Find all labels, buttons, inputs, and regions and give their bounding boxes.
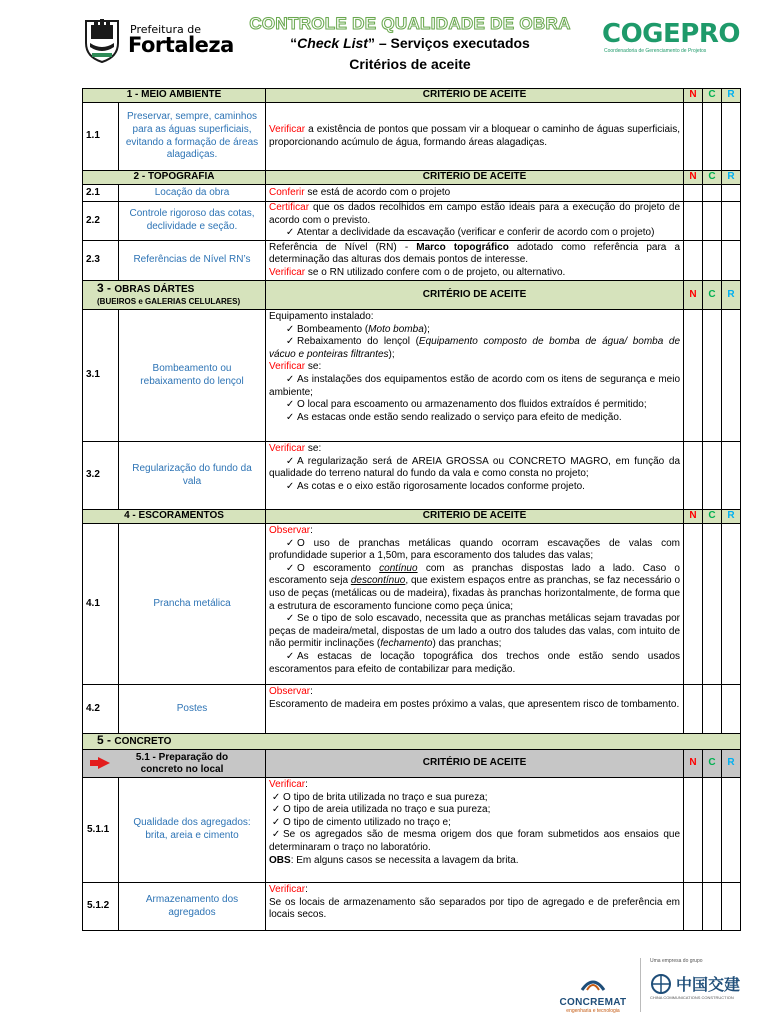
check-cell-n[interactable] (684, 202, 703, 241)
check-cell-r[interactable] (722, 310, 741, 442)
table-row (83, 524, 741, 685)
cogepro-text: COGEPRO (602, 19, 740, 49)
item-criteria: Observar: ✓ O uso de pranchas metálicas quando ocorram escavações de valas com profundidade superior a 1,50m, para escoramento dos taludes das valas; ✓ O escoramento contínuo com as pranchas dispostas lado a lado. Caso o escoramento seja descontínuo, que existem espaços entre as pranchas, se faz necessário o uso de peças (metálicas ou de madeira), fixadas às pranchas horizontalmente, de forma que a estrutura de escoramento funcione como peça única; ✓ Se o tipo de solo escavado, necessita que as pranchas metálicas sejam travadas por peças de madeira/metal, dispostas de um lado a outro dos taludes das valas, com intuito de não permitir inclinações (fechamento) das pranchas; ✓ As estacas de locação topográfica dos trechos onde estão sendo usados escoramentos para efeito de contabilizar para medição. (266, 524, 684, 685)
check-cell-r[interactable] (722, 202, 741, 241)
table-row (83, 241, 741, 281)
check-cell-n[interactable] (684, 524, 703, 685)
arrow-right-icon (98, 757, 110, 769)
item-criteria (266, 185, 684, 202)
cogepro-subtext: Coordenadoria de Gerenciamento de Projetos (604, 48, 707, 54)
item-description: Locação da obra (119, 185, 266, 202)
check-cell-c[interactable] (703, 202, 722, 241)
concremat-subtext: engenharia e tecnologia (566, 1008, 620, 1014)
item-criteria: Verificar: Se os locais de armazenamento são separados por tipo de agregado e de preferência em locais secos. (266, 883, 684, 931)
criteria-text: se está de acordo com o projeto (304, 186, 451, 198)
criteria-bold: Marco topográfico (416, 241, 509, 253)
check-cell-r[interactable] (722, 524, 741, 685)
item-description: Preservar, sempre, caminhos para as águas superficiais, evitando a formação de áreas alagadiças. (119, 103, 266, 171)
check-cell-r[interactable] (722, 442, 741, 510)
criteria-verb: Observar (269, 525, 311, 536)
item-number: 3.1 (83, 310, 119, 442)
item-number: 2.3 (83, 241, 119, 281)
document-subtitle: “Check List” – Serviços executados (290, 35, 530, 51)
criteria-verb: Verificar (269, 361, 306, 373)
section-header-escoramentos (83, 510, 741, 524)
checkmark-icon: ✓ (285, 562, 295, 574)
item-criteria: Observar: Escoramento de madeira em postes próximo a valas, que apresentem risco de tombamento. (266, 685, 684, 734)
col-n: N (684, 510, 703, 524)
item-number: 2.1 (83, 185, 119, 202)
footer-divider (640, 958, 641, 1012)
col-c: C (703, 89, 722, 103)
section-header-obras-darte (83, 281, 741, 310)
item-criteria: Equipamento instalado: ✓ Bombeamento (Moto bomba); ✓ Rebaixamento do lençol (Equipamento composto de bomba de água/ bomba de vácuo e ponteiras filtrantes); Verificar se: ✓ As instalações dos equipamentos estão de acordo com os itens de segurança e meio ambiente; ✓ O local para escoamento ou armazenamento dos fluidos extraídos é permitido; ✓ As estacas onde estão sendo realizado o serviço para efeito de medição. (266, 310, 684, 442)
table-row (83, 442, 741, 510)
checkmark-icon: ✓ (285, 613, 295, 625)
checklist-table (82, 88, 741, 931)
concremat-text: CONCREMAT (559, 997, 627, 1008)
col-n: N (684, 750, 703, 778)
page-header (0, 0, 768, 85)
item-criteria: Verificar se: ✓ A regularização será de AREIA GROSSA ou CONCRETO MAGRO, em função da qualidade do terreno natural do fundo da vala e como consta no projeto; ✓ As cotas e o eixo estão rigorosamente locados conforme projeto. (266, 442, 684, 510)
item-description: Armazenamento dos agregados (119, 883, 266, 931)
check-cell-n[interactable] (684, 103, 703, 171)
criteria-verb: Verificar (269, 884, 306, 895)
criteria-verb: Verificar (269, 443, 306, 454)
check-cell-r[interactable] (722, 241, 741, 281)
criteria-header: CRITÉRIO DE ACEITE (266, 281, 684, 310)
criteria-text: a existência de pontos que possam vir a bloquear o caminho de águas superficiais, proporcionando acúmulo de água, formando áreas alagadiças. (269, 123, 681, 148)
criteria-verb: Conferir (269, 186, 305, 198)
cccc-globe-icon (650, 973, 672, 995)
item-number: 1.1 (83, 103, 119, 171)
prefeitura-big-text: Fortaleza (128, 33, 234, 57)
criteria-header: CRITÉRIO DE ACEITE (266, 171, 684, 185)
criteria-verb: Verificar (269, 266, 306, 278)
check-cell-r[interactable] (722, 103, 741, 171)
checkmark-icon: ✓ (271, 804, 281, 816)
table-row (83, 883, 741, 931)
col-c: C (703, 750, 722, 778)
cccc-subtext: CHINA COMMUNICATIONS CONSTRUCTION (650, 995, 734, 1000)
document-title-block (245, 14, 575, 75)
cccc-logo (650, 958, 750, 1000)
col-r: R (722, 281, 741, 310)
check-cell-n[interactable] (684, 241, 703, 281)
item-number: 5.1.2 (83, 883, 119, 931)
checkmark-icon: ✓ (285, 411, 295, 423)
section-title: 5 - CONCRETO (83, 734, 741, 750)
item-criteria (266, 202, 684, 241)
check-cell-c[interactable] (703, 310, 722, 442)
col-n: N (684, 89, 703, 103)
item-description: Prancha metálica (119, 524, 266, 685)
col-n: N (684, 281, 703, 310)
criteria-header: CRITÉRIO DE ACEITE (266, 750, 684, 778)
criteria-header: CRITÉRIO DE ACEITE (266, 89, 684, 103)
section-header-meio-ambiente (83, 89, 741, 103)
check-cell-r[interactable] (722, 685, 741, 734)
checkmark-icon: ✓ (271, 829, 281, 841)
col-c: C (703, 281, 722, 310)
item-description: Postes (119, 685, 266, 734)
section-title: 1 - MEIO AMBIENTE (83, 89, 266, 103)
check-cell-c[interactable] (703, 524, 722, 685)
checkmark-icon: ✓ (285, 650, 295, 662)
col-c: C (703, 510, 722, 524)
col-c: C (703, 171, 722, 185)
criteria-text: adotado como referência para a determinação das alturas dos demais pontos de interesse. (269, 241, 681, 266)
check-cell-n[interactable] (684, 778, 703, 883)
checkmark-icon: ✓ (285, 455, 295, 467)
item-number: 5.1.1 (83, 778, 119, 883)
checkmark-icon: ✓ (285, 323, 295, 335)
criteria-check: Atentar a declividade da escavação (verificar e conferir de acordo com o projeto) (297, 227, 655, 239)
section-header-topografia (83, 171, 741, 185)
checkmark-icon: ✓ (271, 816, 281, 828)
check-cell-r[interactable] (722, 778, 741, 883)
checkmark-icon: ✓ (285, 373, 295, 385)
check-cell-n[interactable] (684, 442, 703, 510)
check-cell-n[interactable] (684, 185, 703, 202)
subtitle-rest: – Serviços executados (374, 35, 530, 51)
criteria-verb: Verificar (269, 779, 306, 790)
table-row (83, 685, 741, 734)
check-cell-c[interactable] (703, 442, 722, 510)
check-cell-n[interactable] (684, 310, 703, 442)
item-criteria (266, 103, 684, 171)
item-description: Referências de Nível RN’s (119, 241, 266, 281)
criteria-verb: Verificar (269, 123, 306, 135)
check-cell-n[interactable] (684, 883, 703, 931)
document-subtitle-2: Critérios de aceite (349, 56, 471, 72)
check-cell-c[interactable] (703, 685, 722, 734)
criteria-verb: Certificar (269, 202, 310, 214)
table-row (83, 202, 741, 241)
item-number: 4.2 (83, 685, 119, 734)
checkmark-icon: ✓ (285, 336, 295, 348)
check-cell-c[interactable] (703, 103, 722, 171)
item-description: Regularização do fundo da vala (119, 442, 266, 510)
col-r: R (722, 510, 741, 524)
item-criteria: Verificar: ✓ O tipo de brita utilizada no traço e sua pureza; ✓ O tipo de areia utilizada no traço e sua pureza; ✓ O tipo de cimento utilizado no traço e; ✓ Se os agregados são de mesma origem dos que foram submetidos aos ensaios que determinaram o traço no laboratório. OBS: Em alguns casos se necessita a lavagem da brita. (266, 778, 684, 883)
table-row (83, 778, 741, 883)
check-cell-r[interactable] (722, 883, 741, 931)
criteria-text: Referência de Nível (RN) - (269, 241, 417, 253)
item-description: Bombeamento ou rebaixamento do lençol (119, 310, 266, 442)
col-r: R (722, 171, 741, 185)
section-title: 2 - TOPOGRAFIA (83, 171, 266, 185)
criteria-verb: Observar (269, 686, 311, 697)
prefeitura-small-text: Prefeitura de (130, 23, 201, 36)
col-r: R (722, 89, 741, 103)
check-cell-c[interactable] (703, 778, 722, 883)
checkmark-icon: ✓ (285, 537, 295, 549)
item-description: Qualidade dos agregados: brita, areia e cimento (119, 778, 266, 883)
item-criteria (266, 241, 684, 281)
check-cell-r[interactable] (722, 185, 741, 202)
concremat-logo (553, 976, 633, 1014)
section-title: 4 - ESCORAMENTOS (83, 510, 266, 524)
check-cell-c[interactable] (703, 241, 722, 281)
checkmark-icon: ✓ (285, 227, 295, 239)
criteria-header: CRITÉRIO DE ACEITE (266, 510, 684, 524)
table-row (83, 185, 741, 202)
table-row (83, 310, 741, 442)
item-number: 2.2 (83, 202, 119, 241)
criteria-text: que os dados recolhidos em campo estão ideais para a execução do projeto de acordo com o previsto. (269, 202, 681, 226)
section-title: 3 - OBRAS DÁRTES (BUEIROS e GALERIAS CELULARES) (83, 281, 266, 310)
concremat-icon (580, 976, 606, 992)
subsection-title: 5.1 - Preparação do concreto no local (83, 750, 266, 778)
checkmark-icon: ✓ (285, 399, 295, 411)
page-footer (0, 950, 768, 1024)
check-cell-c[interactable] (703, 883, 722, 931)
item-number: 4.1 (83, 524, 119, 685)
check-cell-c[interactable] (703, 185, 722, 202)
table-row (83, 103, 741, 171)
prefeitura-logo (82, 17, 242, 67)
item-number: 3.2 (83, 442, 119, 510)
subsection-header-preparacao (83, 750, 741, 778)
cccc-logo-text: 中国交建 (676, 977, 741, 994)
document-title: CONTROLE DE QUALIDADE DE OBRA (249, 14, 571, 33)
criteria-text: se o RN utilizado confere com o de projeto, ou alternativo. (305, 266, 566, 278)
checkmark-icon: ✓ (285, 480, 295, 492)
checkmark-icon: ✓ (271, 791, 281, 803)
section-header-concreto (83, 734, 741, 750)
fortaleza-crest-icon (82, 17, 122, 63)
cogepro-logo (602, 19, 740, 60)
cccc-small-text: Uma empresa do grupo (650, 958, 703, 964)
col-n: N (684, 171, 703, 185)
check-cell-n[interactable] (684, 685, 703, 734)
col-r: R (722, 750, 741, 778)
subtitle-italic: Check List (297, 35, 368, 51)
item-description: Controle rigoroso das cotas, declividade e seção. (119, 202, 266, 241)
